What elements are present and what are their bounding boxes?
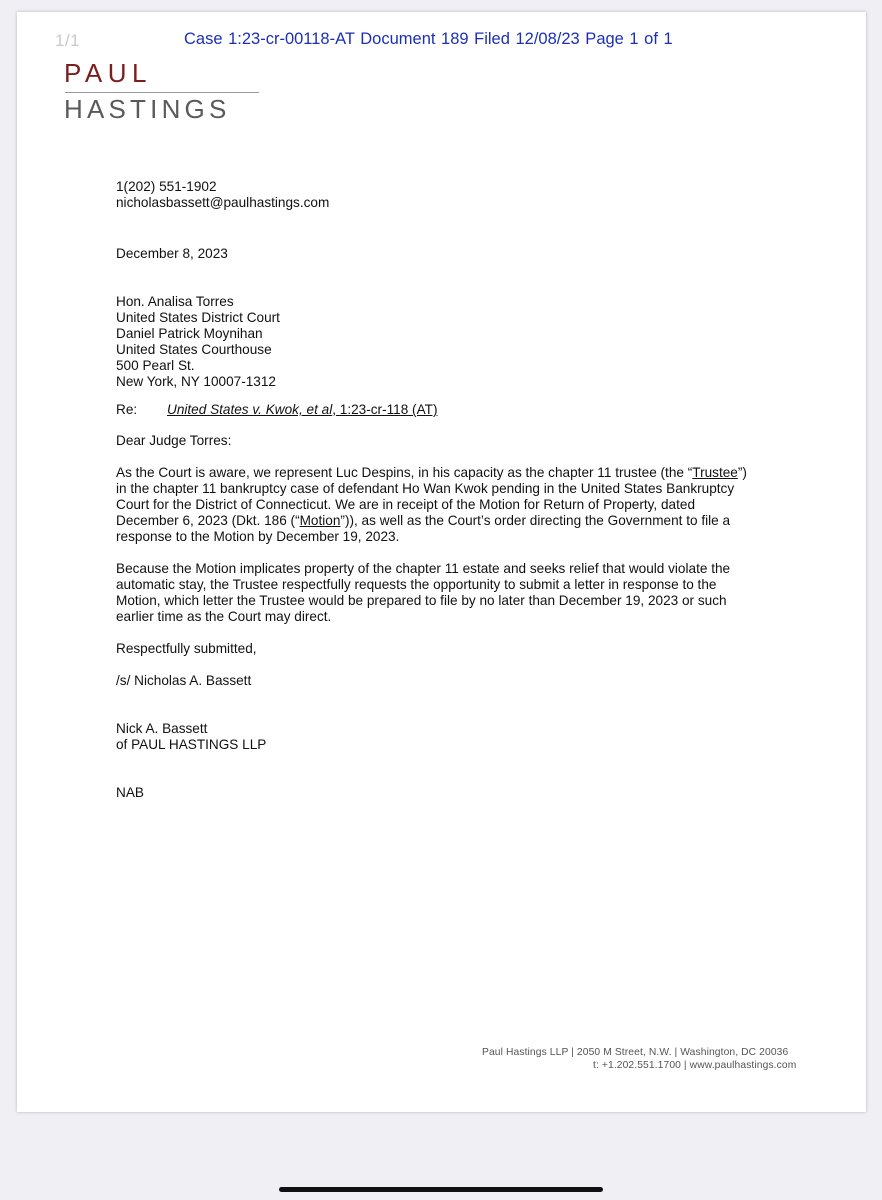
home-indicator[interactable]: [279, 1187, 603, 1192]
paragraph-line: in the chapter 11 bankruptcy case of defendant Ho Wan Kwok pending in the United States Bankruptcy: [116, 481, 735, 496]
re-label: Re:: [116, 402, 138, 417]
text-span: December 6, 2023 (Dkt. 186 (“: [116, 513, 300, 528]
recipient-line: 500 Pearl St.: [116, 358, 195, 373]
footer-contact: t: +1.202.551.1700 | www.paulhastings.com: [593, 1060, 797, 1071]
sender-email: nicholasbassett@paulhastings.com: [116, 195, 330, 210]
recipient-line: Daniel Patrick Moynihan: [116, 326, 263, 341]
paragraph-line: [116, 465, 747, 481]
signer-firm: of PAUL HASTINGS LLP: [116, 737, 267, 752]
re-line: [167, 402, 437, 417]
text-span: ”): [737, 465, 747, 480]
paragraph-line: response to the Motion by December 19, 2023.: [116, 529, 400, 544]
paragraph-line: Court for the District of Connecticut. We are in receipt of the Motion for Return of Property, dated: [116, 497, 696, 512]
document-page: [17, 12, 866, 1112]
case-number: , 1:23-cr-118 (AT): [332, 402, 438, 417]
salutation: Dear Judge Torres:: [116, 433, 232, 448]
signature: /s/ Nicholas A. Bassett: [116, 673, 252, 688]
recipient-line: New York, NY 10007-1312: [116, 374, 276, 389]
case-header: Case 1:23-cr-00118-AT Document 189 Filed 12/08/23 Page 1 of 1: [184, 30, 673, 48]
paragraph-line: [116, 513, 730, 529]
paragraph-line: automatic stay, the Trustee respectfully requests the opportunity to submit a letter in response to the: [116, 577, 717, 592]
page-counter: 1/1: [55, 31, 81, 50]
text-span: ”)), as well as the Court’s order directing the Government to file a: [340, 513, 731, 528]
logo-line-paul: PAUL: [64, 58, 152, 88]
initials: NAB: [116, 785, 144, 800]
paragraph-line: Because the Motion implicates property of the chapter 11 estate and seeks relief that would violate the: [116, 561, 731, 576]
trustee-defined-term: Trustee: [692, 465, 738, 480]
sender-phone: 1(202) 551-1902: [116, 179, 217, 194]
recipient-line: Hon. Analisa Torres: [116, 294, 234, 309]
motion-defined-term: Motion: [299, 513, 341, 528]
letter-date: December 8, 2023: [116, 246, 228, 261]
footer-address: Paul Hastings LLP | 2050 M Street, N.W. | Washington, DC 20036: [482, 1047, 789, 1058]
logo-divider: [65, 92, 259, 93]
recipient-line: United States Courthouse: [116, 342, 272, 357]
paragraph-line: earlier time as the Court may direct.: [116, 609, 332, 624]
recipient-line: United States District Court: [116, 310, 280, 325]
case-name: United States v. Kwok, et al: [167, 402, 333, 417]
signer-name: Nick A. Bassett: [116, 721, 208, 736]
text-span: As the Court is aware, we represent Luc Despins, in his capacity as the chapter 11 trustee (the “: [116, 465, 693, 480]
paragraph-line: Motion, which letter the Trustee would be prepared to file by no later than December 19, 2023 or such: [116, 593, 727, 608]
closing: Respectfully submitted,: [116, 641, 257, 656]
logo-line-hastings: HASTINGS: [64, 94, 231, 124]
